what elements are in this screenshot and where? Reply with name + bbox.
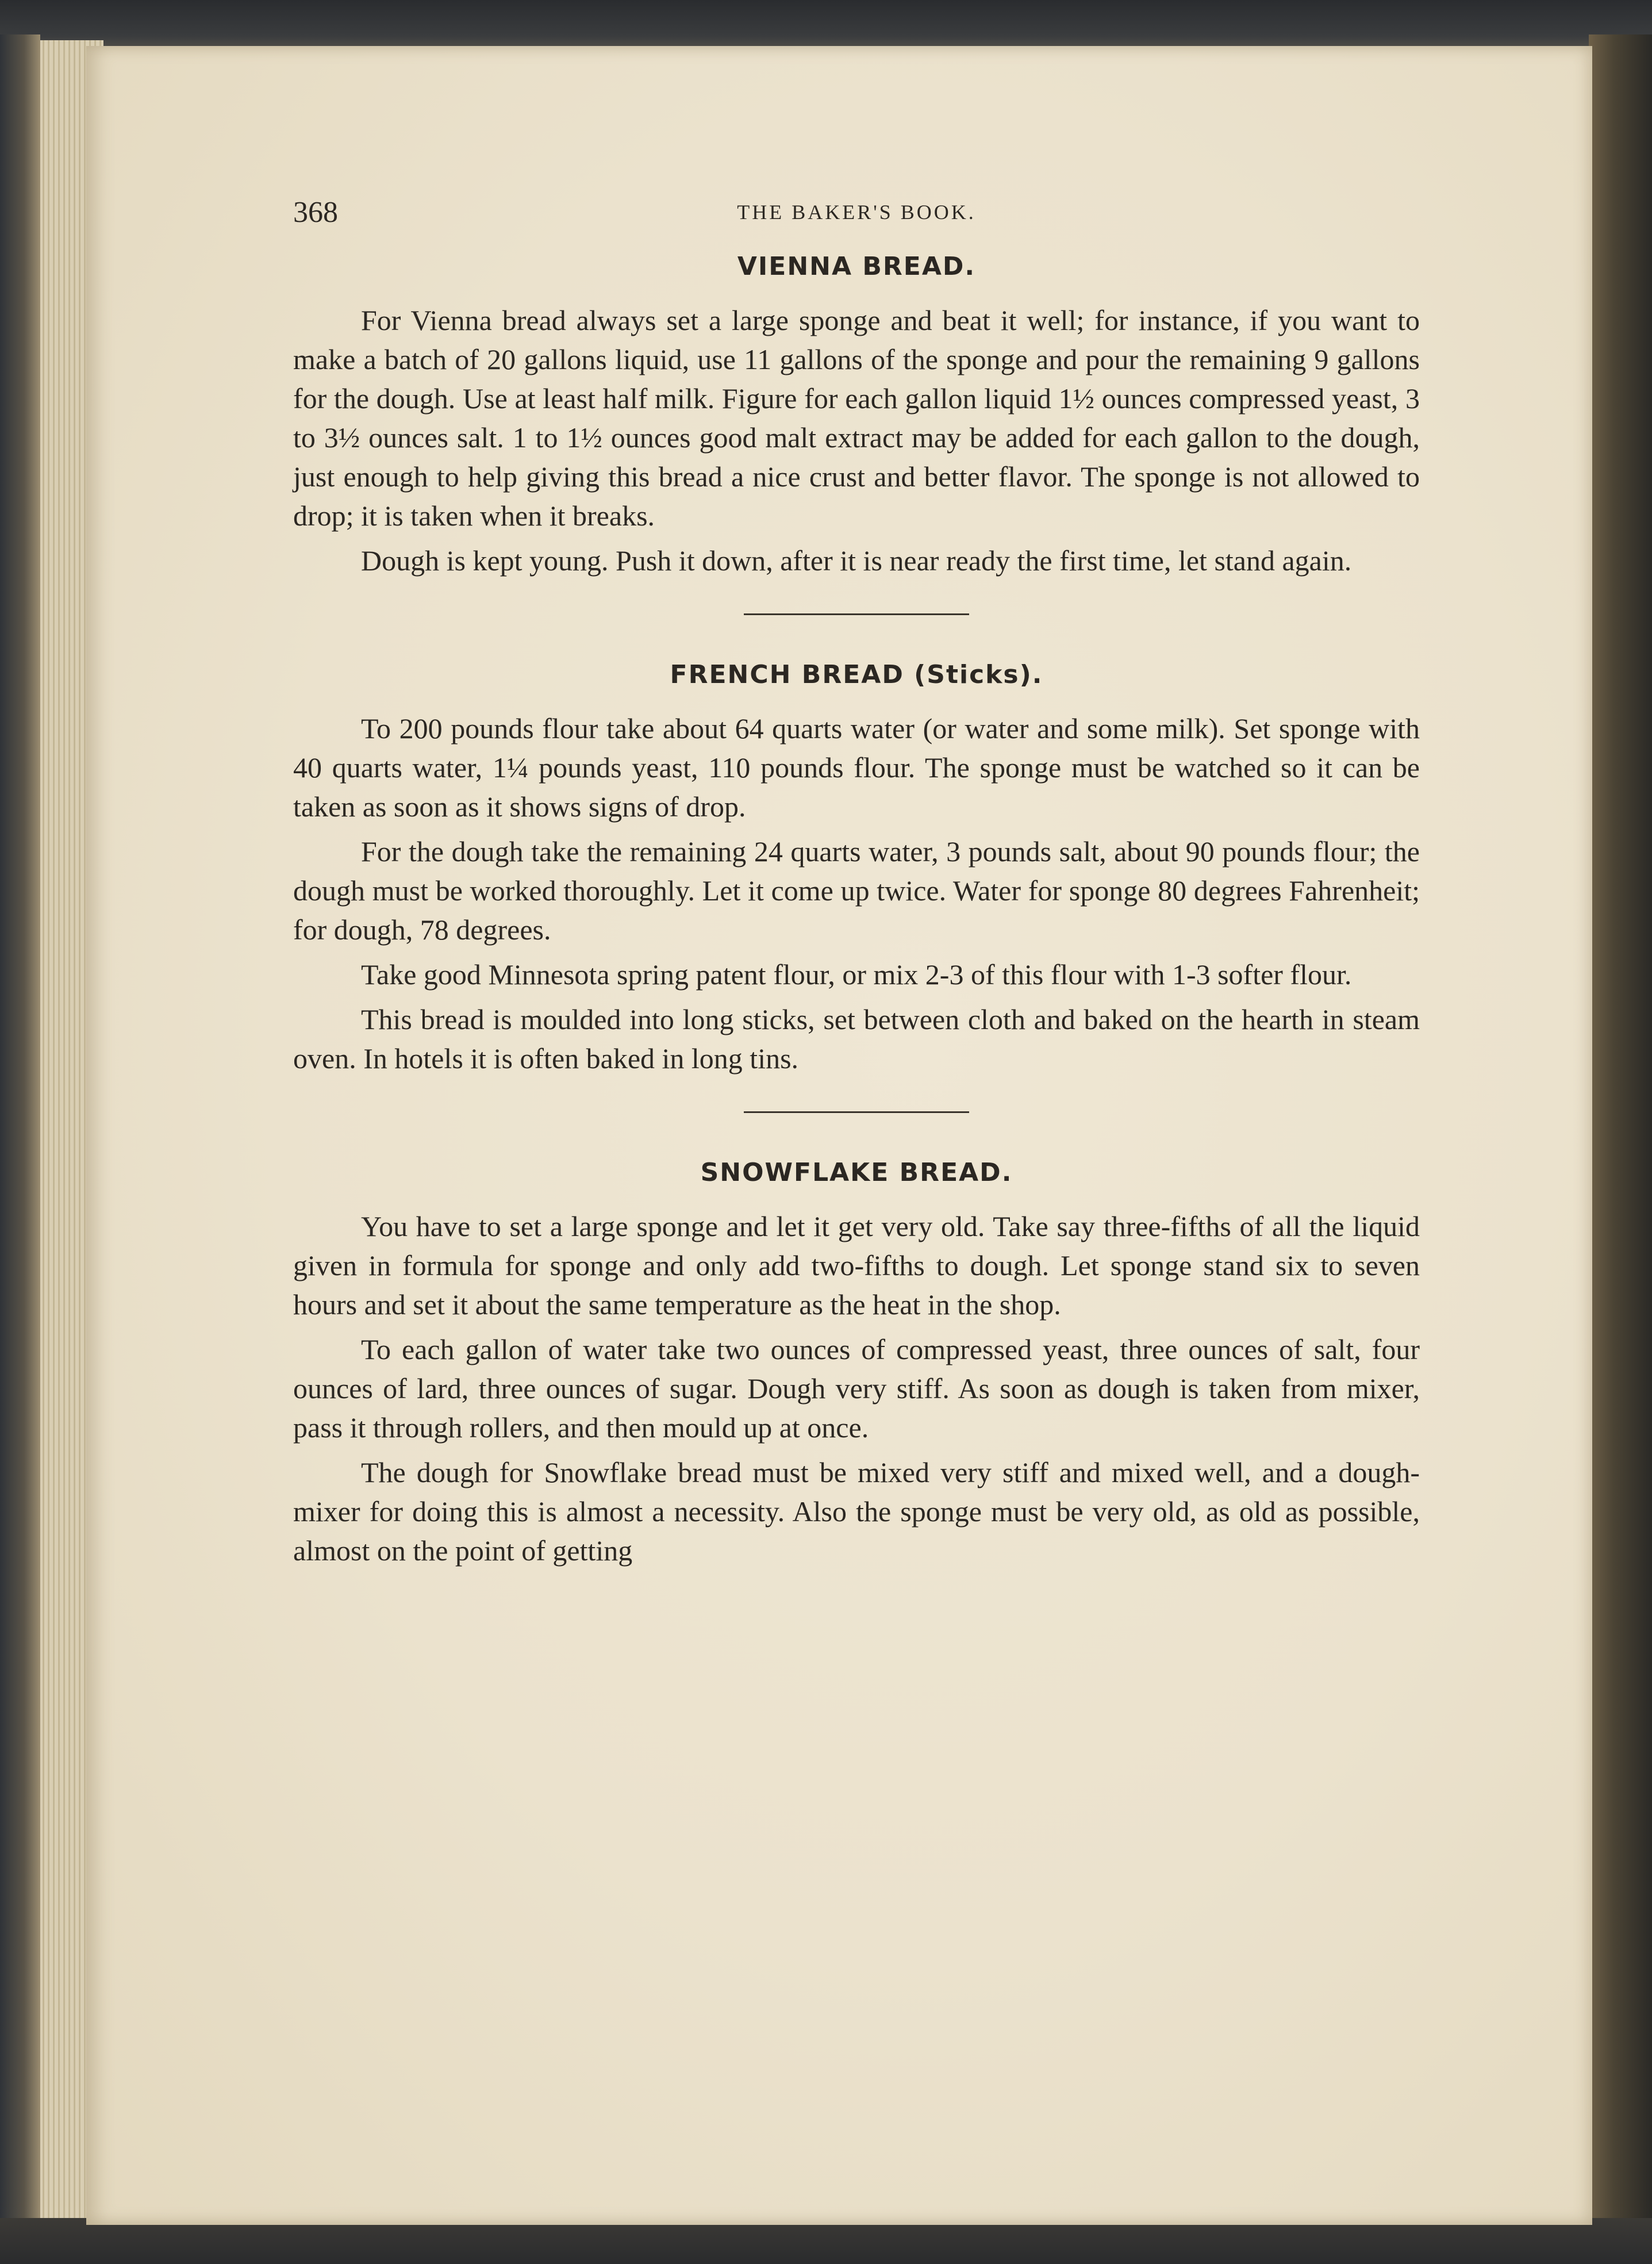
page-number: 368 <box>293 196 338 229</box>
book-cover-top <box>0 0 1652 52</box>
section-french-bread <box>293 660 1420 1078</box>
paragraph: The dough for Snowflake bread must be mixed very stiff and mixed well, and a dough-mixer for doing this is almost a necessity. Also the sponge must be very old, as old as possible, almost on the point of getting <box>293 1456 1420 1567</box>
section-heading: VIENNA BREAD. <box>737 252 976 281</box>
paragraph: To 200 pounds flour take about 64 quarts water (or water and some milk). Set sponge with 40 quarts water, 1¼ pounds yeast, 110 pounds flour. The sponge must be watched so it can be taken as soon as it shows signs of drop. <box>293 712 1420 823</box>
running-head <box>293 195 1420 241</box>
paragraph: You have to set a large sponge and let it get very old. Take say three-fifths of all the liquid given in formula for sponge and only add two-fifths to dough. Let sponge stand six to seven hours and set it about the same temperature as the heat in the shop. <box>293 1210 1420 1321</box>
book-cover-right <box>1589 34 1652 2231</box>
book-title: THE BAKER'S BOOK. <box>737 201 976 224</box>
section-heading: FRENCH BREAD (Sticks). <box>670 660 1043 689</box>
paragraph: This bread is moulded into long sticks, set between cloth and baked on the hearth in steam oven. In hotels it is often baked in long tins. <box>293 1003 1420 1075</box>
section-snowflake-bread <box>293 1158 1420 1570</box>
paragraph: To each gallon of water take two ounces of compressed yeast, three ounces of salt, four ounces of lard, three ounces of sugar. Dough very stiff. As soon as dough is taken from mixer, pass it through rollers, and then mould up at once. <box>293 1333 1420 1444</box>
section-heading: SNOWFLAKE BREAD. <box>700 1158 1013 1187</box>
section-vienna-bread <box>293 252 1420 580</box>
paragraph: For the dough take the remaining 24 quarts water, 3 pounds salt, about 90 pounds flour; the dough must be worked thoroughly. Let it come up twice. Water for sponge 80 degrees Fahrenheit; for dough, 78 degrees. <box>293 835 1420 946</box>
book-cover-bottom <box>0 2218 1652 2264</box>
paragraph: Dough is kept young. Push it down, after it is near ready the first time, let stand again. <box>361 544 1352 577</box>
page-text-block <box>293 195 1420 1576</box>
paragraph: Take good Minnesota spring patent flour, or mix 2-3 of this flour with 1-3 softer flour. <box>361 958 1352 991</box>
section-divider <box>744 1111 969 1113</box>
section-divider <box>744 613 969 615</box>
paragraph: For Vienna bread always set a large sponge and beat it well; for instance, if you want to make a batch of 20 gallons liquid, use 11 gallons of the sponge and pour the remaining 9 gallons for the dough. Use at least half milk. Figure for each gallon liquid 1½ ounces compressed yeast, 3 to 3½ ounces salt. 1 to 1½ ounces good malt extract may be added for each gallon to the dough, just enough to help giving this bread a nice crust and better flavor. The sponge is not allowed to drop; it is taken when it breaks. <box>293 304 1420 532</box>
book-cover-left <box>0 34 40 2231</box>
